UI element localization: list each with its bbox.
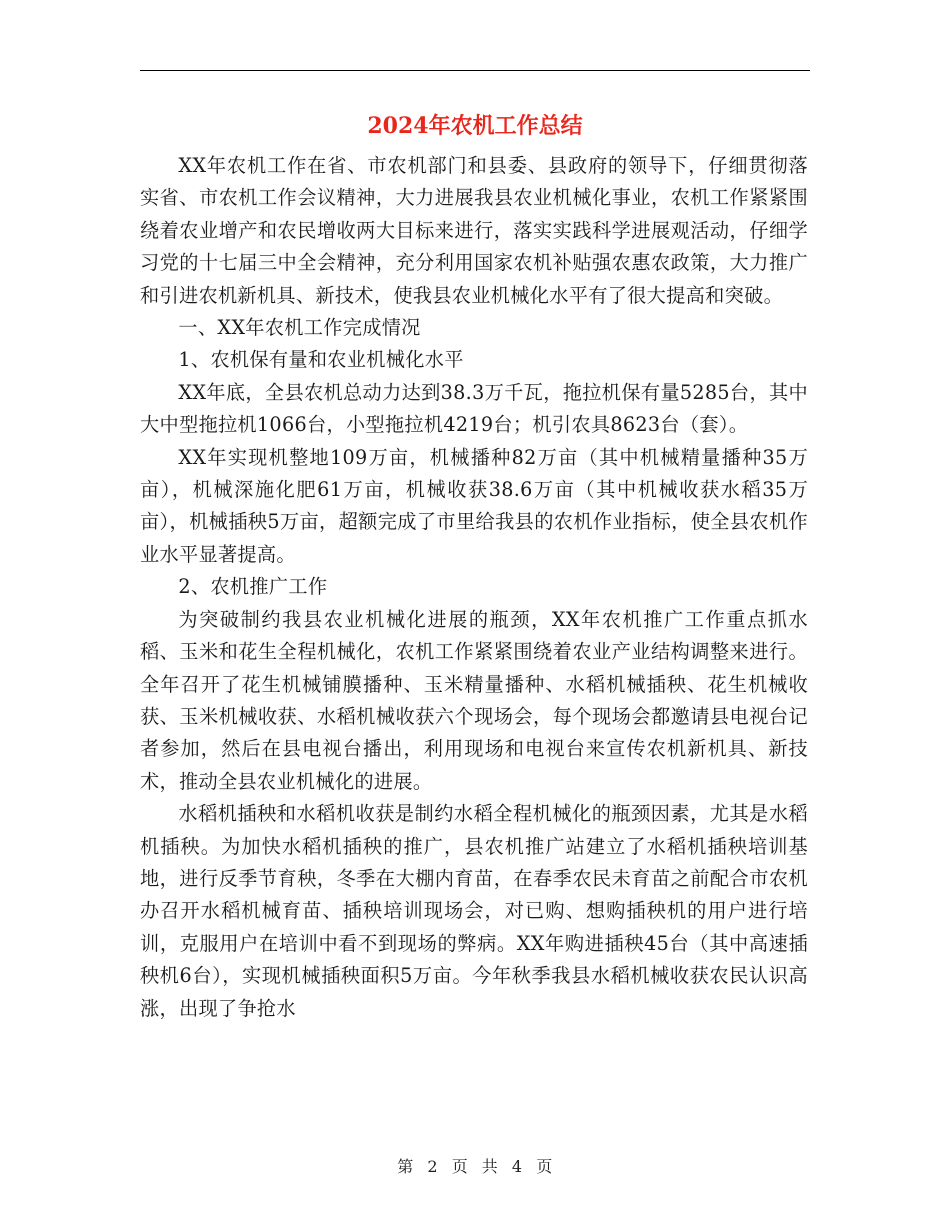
document-title: 2024年农机工作总结 [367,113,583,139]
page-footer [0,1154,950,1177]
header-rule [140,70,810,71]
footer-word-gong: 共 [481,1157,499,1176]
footer-page-number: 2 [427,1157,439,1176]
footer-word-ye: 页 [451,1157,469,1176]
footer-total-pages: 4 [511,1157,523,1176]
paragraph-promotion: 为突破制约我县农业机械化进展的瓶颈，XX年农机推广工作重点抓水稻、玉米和花生全程机械化，农机工作紧紧围绕着农业产业结构调整来进行。全年召开了花生机械铺膜播种、玉米精量播种、水稻机械插秧、花生机械收获、玉米机械收获、水稻机械收获六个现场会，每个现场会都邀请县电视台记者参加，然后在县电视台播出，利用现场和电视台来宣传农机新机具、新技术，推动全县农业机械化的进展。 [140,607,808,793]
paragraph-machinery-stock: XX年底，全县农机总动力达到38.3万千瓦，拖拉机保有量5285台，其中大中型拖拉机1066台，小型拖拉机4219台；机引农具8623台（套）。 [140,380,808,437]
paragraph-intro: XX年农机工作在省、市农机部门和县委、县政府的领导下，仔细贯彻落实省、市农机工作会议精神，大力进展我县农业机械化事业，农机工作紧紧围绕着农业增产和农民增收两大目标来进行，落实实践科学进展观活动，仔细学习党的十七届三中全会精神，充分利用国家农机补贴强农惠农政策，大力推广和引进农机新机具、新技术，使我县农业机械化水平有了很大提高和突破。 [140,154,808,307]
footer-word-di: 第 [397,1157,414,1176]
footer-word-ye-2: 页 [536,1157,553,1176]
heading-subsection-1: 1、农机保有量和农业机械化水平 [178,348,464,372]
heading-subsection-2: 2、农机推广工作 [178,575,328,599]
paragraph-operations: XX年实现机整地109万亩，机械播种82万亩（其中机械精量播种35万亩），机械深施化肥61万亩，机械收获38.6万亩（其中机械收获水稻35万亩），机械插秧5万亩，超额完成了市里给我县的农机作业指标，使全县农机作业水平显著提高。 [140,445,808,566]
paragraph-rice-transplanting: 水稻机插秧和水稻机收获是制约水稻全程机械化的瓶颈因素，尤其是水稻机插秧。为加快水稻机插秧的推广，县农机推广站建立了水稻机插秧培训基地，进行反季节育秧，冬季在大棚内育苗，在春季农民未育苗之前配合市农机办召开水稻机械育苗、插秧培训现场会，对已购、想购插秧机的用户进行培训，克服用户在培训中看不到现场的弊病。XX年购进插秧45台（其中高速插秧机6台），实现机械插秧面积5万亩。今年秋季我县水稻机械收获农民认识高涨，出现了争抢水 [140,802,808,1020]
heading-section-1: 一、XX年农机工作完成情况 [178,316,421,340]
document-body [140,150,808,1025]
